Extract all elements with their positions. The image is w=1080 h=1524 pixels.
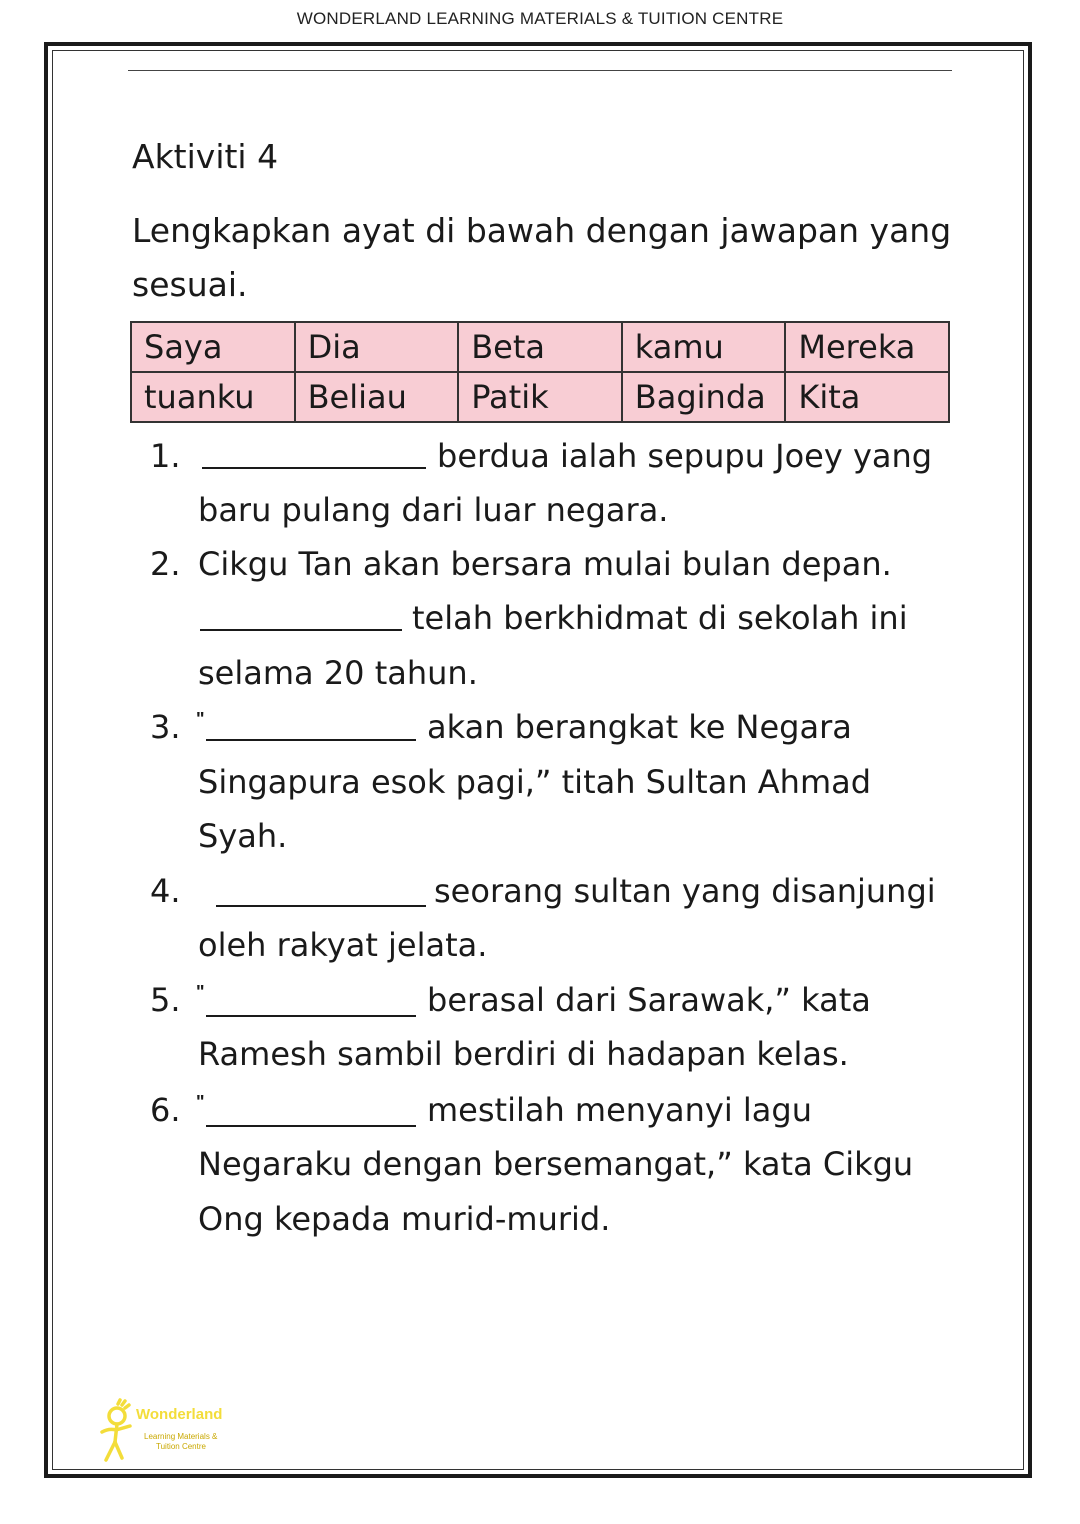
question-number: 6. <box>150 1091 181 1129</box>
opening-quote: " <box>196 709 205 729</box>
header-title: WONDERLAND LEARNING MATERIALS & TUITION CENTRE <box>296 9 784 28</box>
question-text: selama 20 tahun. <box>198 654 478 692</box>
question-text: mestilah menyanyi lagu <box>427 1091 812 1129</box>
word-table-row <box>131 322 949 372</box>
word-choice-table <box>130 321 950 423</box>
logo-subtitle: Tuition Centre <box>156 1442 206 1451</box>
question-number: 3. <box>150 708 181 746</box>
question-text: Ramesh sambil berdiri di hadapan kelas. <box>198 1035 849 1073</box>
word-cell: Saya <box>131 322 295 372</box>
question-text: oleh rakyat jelata. <box>198 926 488 964</box>
child-figure-icon <box>92 1398 136 1464</box>
activity-instruction: Lengkapkan ayat di bawah dengan jawapan yang sesuai. <box>132 211 952 304</box>
word-table-row <box>131 372 949 422</box>
word-cell: Beta <box>458 322 622 372</box>
question-text: berasal dari Sarawak,” kata <box>427 981 871 1019</box>
question-text: akan berangkat ke Negara <box>427 708 852 746</box>
question-text: Syah. <box>198 817 288 855</box>
question-number: 2. <box>150 545 181 583</box>
question-text: berdua ialah sepupu Joey yang <box>437 437 933 475</box>
question-text: seorang sultan yang disanjungi <box>434 872 936 910</box>
question-number: 5. <box>150 981 181 1019</box>
question-text: Ong kepada murid-murid. <box>198 1200 611 1238</box>
question-text: baru pulang dari luar negara. <box>198 491 669 529</box>
wonderland-logo <box>92 1398 252 1468</box>
word-cell: Patik <box>458 372 622 422</box>
answer-blank[interactable] <box>200 629 402 631</box>
word-cell: tuanku <box>131 372 295 422</box>
answer-blank[interactable] <box>216 905 426 907</box>
answer-blank[interactable] <box>206 1015 416 1017</box>
word-cell: Baginda <box>622 372 786 422</box>
question-text: Cikgu Tan akan bersara mulai bulan depan. <box>198 545 892 583</box>
logo-name: Wonderland <box>136 1406 223 1423</box>
activity-title: Aktiviti 4 <box>132 137 279 176</box>
answer-blank[interactable] <box>202 467 426 469</box>
word-cell: Dia <box>295 322 459 372</box>
word-cell: Kita <box>785 372 949 422</box>
question-text: telah berkhidmat di sekolah ini <box>412 599 908 637</box>
answer-blank[interactable] <box>206 739 416 741</box>
question-number: 1. <box>150 437 181 475</box>
question-text: Singapura esok pagi,” titah Sultan Ahmad <box>198 763 872 801</box>
answer-blank[interactable] <box>206 1125 416 1127</box>
opening-quote: " <box>196 1092 205 1112</box>
question-text: Negaraku dengan bersemangat,” kata Cikgu <box>198 1145 914 1183</box>
logo-subtitle: Learning Materials & <box>144 1432 218 1441</box>
word-cell: kamu <box>622 322 786 372</box>
word-cell: Mereka <box>785 322 949 372</box>
opening-quote: " <box>196 982 205 1002</box>
top-divider <box>128 70 952 71</box>
word-cell: Beliau <box>295 372 459 422</box>
question-number: 4. <box>150 872 181 910</box>
